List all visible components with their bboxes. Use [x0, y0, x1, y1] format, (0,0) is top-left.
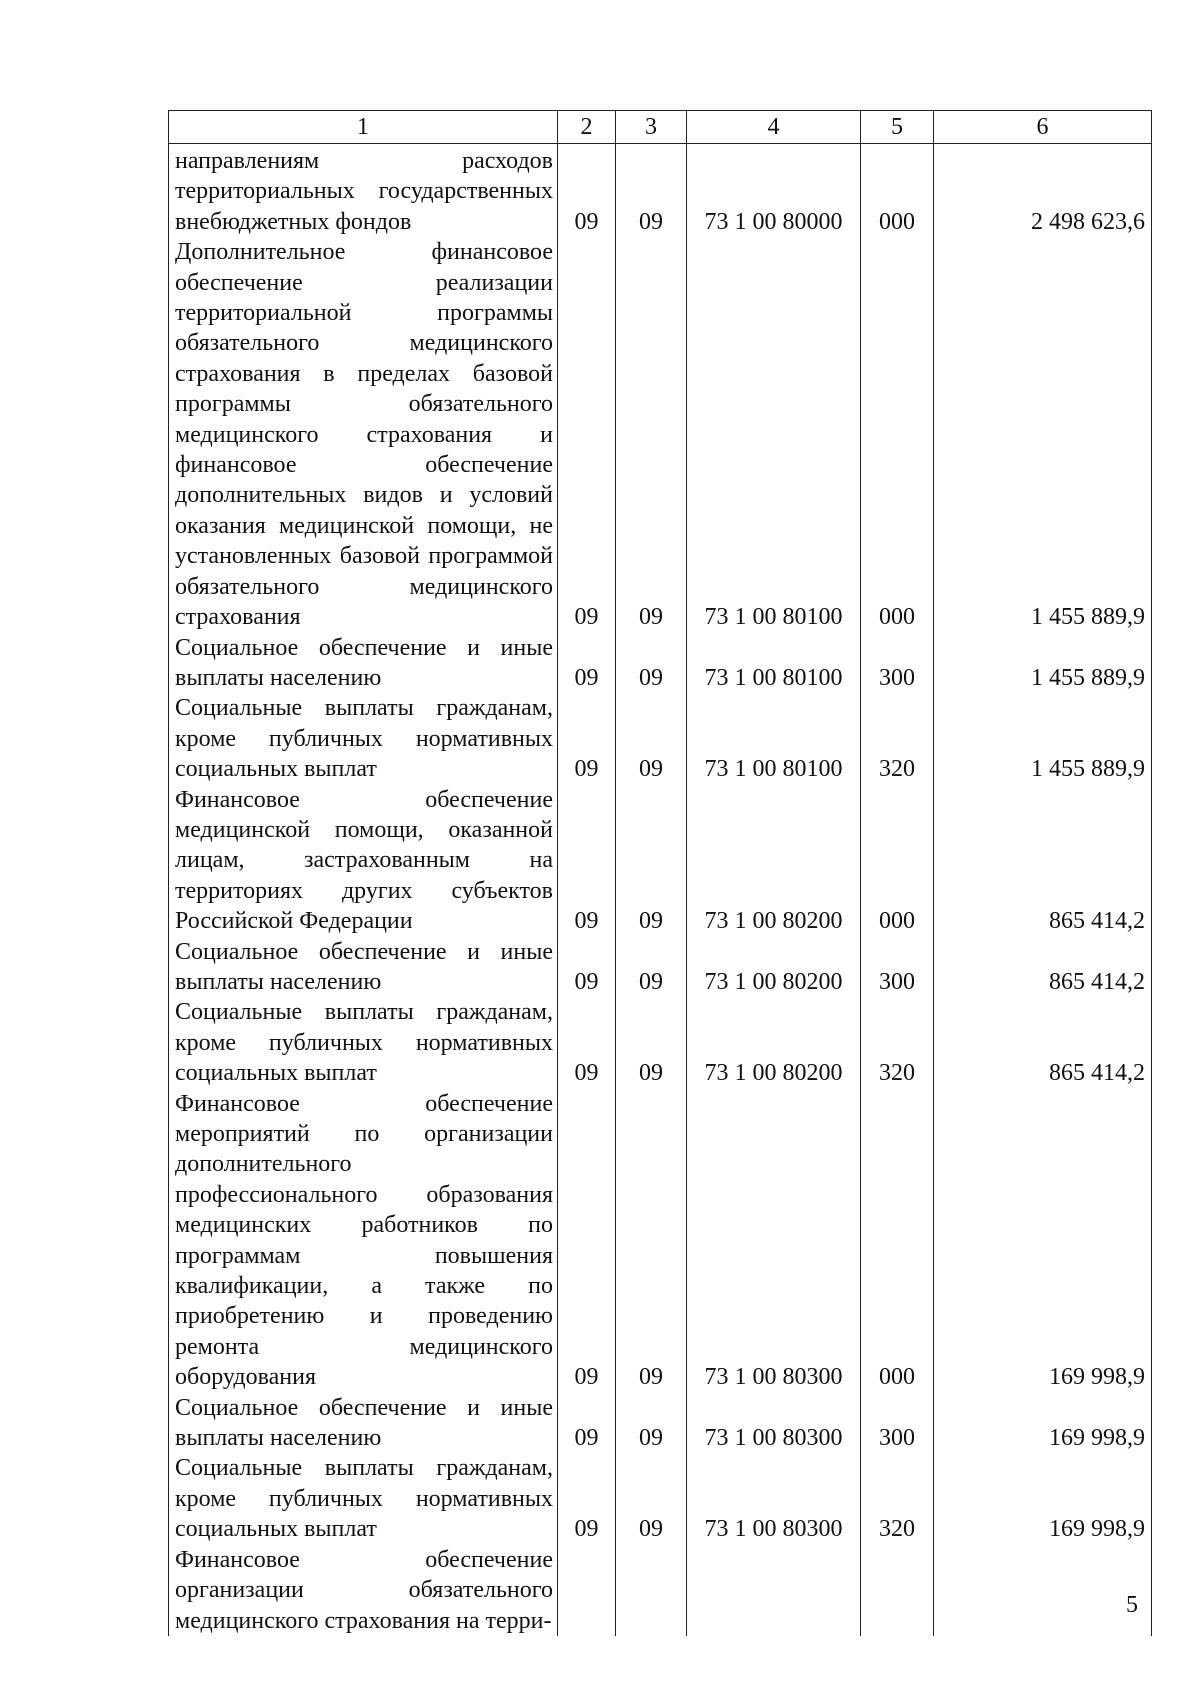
table-body — [169, 144, 1152, 1636]
subsection-code: 09 — [616, 144, 687, 238]
expense-type-code: 300 — [861, 1393, 934, 1454]
page-number: 5 — [1126, 1592, 1138, 1618]
section-code: 09 — [558, 633, 616, 694]
row-description: Финансовое обеспечение мероприятий по организации дополнительного профессионального образования медицинских работников по программам повышения квалификации, а также по приобретению и проведению ремонта медицинского оборудования — [169, 1089, 558, 1393]
subsection-code: 09 — [616, 237, 687, 632]
table-row — [169, 997, 1152, 1088]
amount: 865 414,2 — [934, 997, 1152, 1088]
column-header: 3 — [616, 111, 687, 144]
table-row — [169, 1089, 1152, 1393]
section-code: 09 — [558, 997, 616, 1088]
table-row — [169, 144, 1152, 238]
subsection-code: 09 — [616, 633, 687, 694]
subsection-code: 09 — [616, 1393, 687, 1454]
section-code: 09 — [558, 237, 616, 632]
header-row — [169, 111, 1152, 144]
section-code: 09 — [558, 144, 616, 238]
section-code: 09 — [558, 785, 616, 937]
target-article-code: 73 1 00 80100 — [687, 693, 861, 784]
column-header: 4 — [687, 111, 861, 144]
amount: 169 998,9 — [934, 1453, 1152, 1544]
row-description: Социальное обеспечение и иные выплаты населению — [169, 937, 558, 998]
amount: 1 455 889,9 — [934, 237, 1152, 632]
row-description: Социальные выплаты гражданам, кроме публичных нормативных социальных выплат — [169, 997, 558, 1088]
amount: 2 498 623,6 — [934, 144, 1152, 238]
table-row — [169, 1453, 1152, 1544]
expense-type-code: 320 — [861, 997, 934, 1088]
section-code: 09 — [558, 1393, 616, 1454]
target-article-code: 73 1 00 80000 — [687, 144, 861, 238]
column-header: 2 — [558, 111, 616, 144]
row-description: Финансовое обеспечение медицинской помощи, оказанной лицам, застрахованным на территориях других субъектов Российской Федерации — [169, 785, 558, 937]
expense-type-code: 000 — [861, 237, 934, 632]
row-description: Социальные выплаты гражданам, кроме публичных нормативных социальных выплат — [169, 693, 558, 784]
target-article-code: 73 1 00 80300 — [687, 1453, 861, 1544]
table-row — [169, 1393, 1152, 1454]
target-article-code: 73 1 00 80100 — [687, 237, 861, 632]
target-article-code: 73 1 00 80100 — [687, 633, 861, 694]
table-row — [169, 237, 1152, 632]
subsection-code: 09 — [616, 693, 687, 784]
budget-table — [168, 110, 1152, 1636]
row-description: Финансовое обеспечение организации обязательного медицинского страхования на терри- — [169, 1545, 558, 1636]
section-code: 09 — [558, 693, 616, 784]
amount: 1 455 889,9 — [934, 693, 1152, 784]
subsection-code: 09 — [616, 1089, 687, 1393]
expense-type-code: 300 — [861, 937, 934, 998]
row-description: Социальные выплаты гражданам, кроме публичных нормативных социальных выплат — [169, 1453, 558, 1544]
subsection-code: 09 — [616, 997, 687, 1088]
table-row — [169, 785, 1152, 937]
column-header: 6 — [934, 111, 1152, 144]
target-article-code: 73 1 00 80300 — [687, 1393, 861, 1454]
table-row — [169, 937, 1152, 998]
amount: 169 998,9 — [934, 1393, 1152, 1454]
amount: 1 455 889,9 — [934, 633, 1152, 694]
section-code: 09 — [558, 937, 616, 998]
expense-type-code: 000 — [861, 785, 934, 937]
expense-type-code: 000 — [861, 1089, 934, 1393]
expense-type-code: 320 — [861, 693, 934, 784]
column-header: 1 — [169, 111, 558, 144]
target-article-code: 73 1 00 80300 — [687, 1089, 861, 1393]
table-row-continued — [169, 1545, 1152, 1636]
section-code: 09 — [558, 1453, 616, 1544]
row-description: Дополнительное финансовое обеспечение реализации территориальной программы обязательного медицинского страхования в пределах базовой программы обязательного медицинского страхования и финансовое обеспечение дополнительных видов и условий оказания медицинской помощи, не установленных базовой программой обязательного медицинского страхования — [169, 237, 558, 632]
subsection-code: 09 — [616, 1453, 687, 1544]
column-header: 5 — [861, 111, 934, 144]
amount: 865 414,2 — [934, 785, 1152, 937]
table-row — [169, 633, 1152, 694]
expense-type-code: 300 — [861, 633, 934, 694]
amount: 169 998,9 — [934, 1089, 1152, 1393]
section-code: 09 — [558, 1089, 616, 1393]
expense-type-code: 000 — [861, 144, 934, 238]
amount: 865 414,2 — [934, 937, 1152, 998]
target-article-code: 73 1 00 80200 — [687, 785, 861, 937]
target-article-code: 73 1 00 80200 — [687, 937, 861, 998]
table-row — [169, 693, 1152, 784]
subsection-code: 09 — [616, 937, 687, 998]
row-description: Социальное обеспечение и иные выплаты населению — [169, 633, 558, 694]
row-description: направлениям расходов территориальных государственных внебюджетных фондов — [169, 144, 558, 238]
target-article-code: 73 1 00 80200 — [687, 997, 861, 1088]
row-description: Социальное обеспечение и иные выплаты населению — [169, 1393, 558, 1454]
subsection-code: 09 — [616, 785, 687, 937]
expense-type-code: 320 — [861, 1453, 934, 1544]
